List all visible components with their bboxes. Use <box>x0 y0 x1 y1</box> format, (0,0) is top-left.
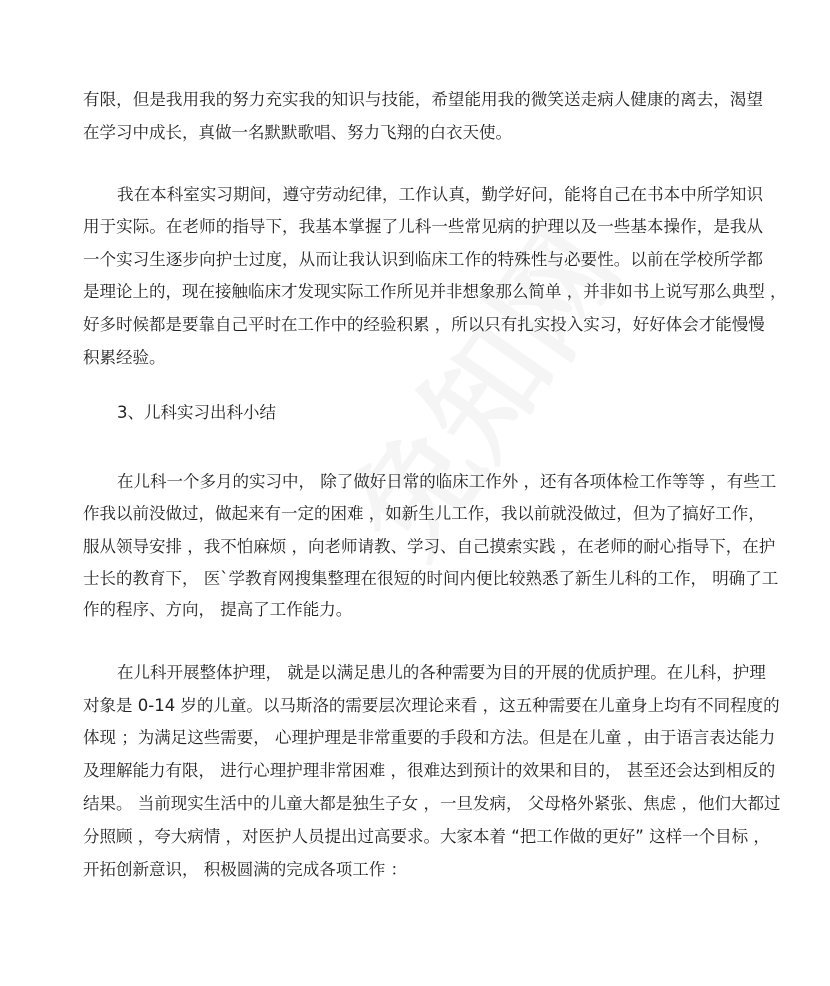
text-line: 是理论上的，现在接触临床才发现实际工作所见并非想象那么简单 ，并非如书上说写那么典型 ， <box>83 282 787 301</box>
text-line: 在儿科开展整体护理， 就是以满足患儿的各种需要为目的开展的优质护理。在儿科，护理 <box>117 663 766 682</box>
text-line: 及理解能力有限， 进行心理护理非常困难 ，很难达到预计的效果和目的， 甚至还会达到相反的 <box>83 761 776 780</box>
text-line: 结果。 当前现实生活中的儿童大都是独生子女 ，一旦发病， 父母格外紧张、焦虑 ，他们大都过 <box>83 794 781 813</box>
text-line: 对象是 0-14 岁的儿童。以马斯洛的需要层次理论来看 ，这五种需要在儿童身上均有不同程度的 <box>83 696 780 715</box>
text-line: 用于实际。在老师的指导下，我基本掌握了儿科一些常见病的护理以及一些基本操作，是我从 <box>83 217 763 236</box>
text-line: 分照顾 ，夸大病情 ，对医护人员提出过高要求。大家本着 “把工作做的更好” 这样一个目标 ， <box>83 827 770 846</box>
text-line: 在学习中成长，真做一名默默歌唱、努力飞翔的白衣天使。 <box>83 123 512 142</box>
text-line: 积累经验。 <box>83 348 166 367</box>
text-line: 有限，但是我用我的努力充实我的知识与技能，希望能用我的微笑送走病人健康的离去，渴望 <box>83 90 763 109</box>
text-line: 作我以前没做过，做起来有一定的困难 ，如新生儿工作，我以前就没做过，但为了搞好工作， <box>83 504 765 523</box>
text-line: 好多时候都是要靠自己平时在工作中的经验积累 ，所以只有扎实投入实习，好好体会才能慢慢 <box>83 315 765 334</box>
text-line: 一个实习生逐步向护士过度，从而让我认识到临床工作的特殊性与必要性。以前在学校所学都 <box>83 250 763 269</box>
text-line: 作的程序、方向， 提高了工作能力。 <box>83 600 353 619</box>
text-line: 我在本科室实习期间，遵守劳动纪律，工作认真，勤学好问，能将自己在书本中所学知识 <box>117 185 763 204</box>
section-heading: 3、儿科实习出科小结 <box>117 403 276 422</box>
text-line: 开拓创新意识， 积极圆满的完成各项工作 ： <box>83 860 407 879</box>
text-line: 在儿科一个多月的实习中， 除了做好日常的临床工作外 ，还有各项体检工作等等 ，有些工 <box>117 472 777 491</box>
text-line: 士长的教育下， 医`学教育网搜集整理在很短的时间内便比较熟悉了新生儿科的工作， 明确了工 <box>83 569 779 588</box>
text-line: 体现 ；为满足这些需要， 心理护理是非常重要的手段和方法。但是在儿童 ，由于语言表达能力 <box>83 728 776 747</box>
text-line: 服从领导安排 ，我不怕麻烦 ，向老师请教、学习、自己摸索实践 ，在老师的耐心指导下，在护 <box>83 537 776 556</box>
